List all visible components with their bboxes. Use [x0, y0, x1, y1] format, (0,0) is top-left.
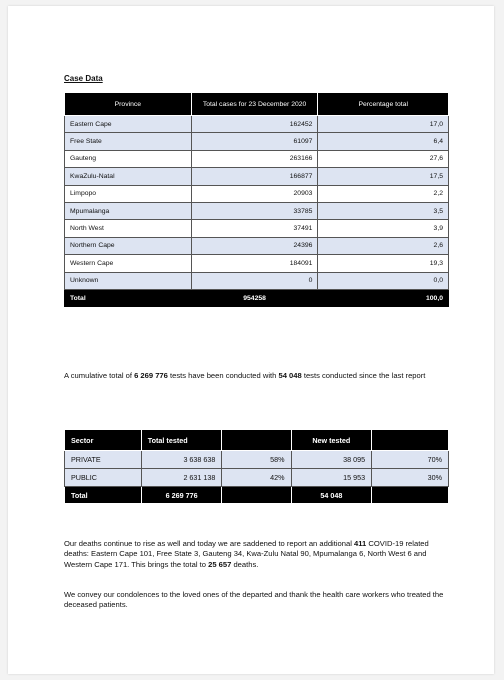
table-row [65, 255, 449, 272]
table-row [65, 185, 449, 202]
header-empty [222, 430, 291, 451]
document-page [8, 6, 494, 674]
total-label: Total [65, 487, 142, 504]
header-empty [372, 430, 449, 451]
table-row [65, 150, 449, 167]
province-cell: North West [65, 220, 192, 237]
total-pct: 100,0 [318, 289, 449, 306]
new-pct-cell: 30% [372, 469, 449, 487]
additional-deaths-value: 411 [354, 539, 367, 548]
header-percentage: Percentage total [318, 93, 449, 116]
pct-cell: 3,9 [318, 220, 449, 237]
total-pct-cell: 42% [222, 469, 291, 487]
cases-cell: 20903 [191, 185, 318, 202]
province-cell: Unknown [65, 272, 192, 289]
province-cell: KwaZulu-Natal [65, 168, 192, 185]
table-row [65, 116, 449, 133]
empty-cell [222, 487, 291, 504]
province-cases-table [64, 92, 449, 307]
text-span: A cumulative total of [64, 371, 135, 380]
total-tested-cell: 2 631 138 [141, 469, 222, 487]
header-province: Province [65, 93, 192, 116]
cases-cell: 61097 [191, 133, 318, 150]
province-table-header [65, 93, 449, 116]
cases-cell: 37491 [191, 220, 318, 237]
province-cell: Western Cape [65, 255, 192, 272]
sector-total-row [65, 487, 449, 504]
cases-cell: 24396 [191, 237, 318, 254]
header-total-tested: Total tested [141, 430, 222, 451]
header-total-cases: Total cases for 23 December 2020 [191, 93, 318, 116]
condolence-paragraph: We convey our condolences to the loved ones of the departed and thank the health care workers who treated the deceased patients. [64, 590, 444, 610]
deaths-paragraph [64, 539, 450, 570]
text-span: COVID-19 related deaths: Eastern Cape 101, Free State 3, Gauteng 34, Kwa-Zulu Natal 90, Mpumalanga 6, North West 6 and Western Cape 171. This brings the total to [64, 539, 429, 569]
sector-table-header [65, 430, 449, 451]
table-row [65, 237, 449, 254]
total-tested-cell: 3 638 638 [141, 451, 222, 469]
cases-cell: 33785 [191, 202, 318, 219]
empty-cell [372, 487, 449, 504]
total-deaths-value: 25 657 [208, 559, 232, 569]
province-cell: Mpumalanga [65, 202, 192, 219]
province-total-row [65, 289, 449, 306]
table-row [65, 168, 449, 185]
header-sector: Sector [65, 430, 142, 451]
table-row [65, 272, 449, 289]
tests-paragraph [64, 371, 450, 381]
sector-tests-table [64, 429, 449, 504]
province-cell: Gauteng [65, 150, 192, 167]
cases-cell: 162452 [191, 116, 318, 133]
pct-cell: 27,6 [318, 150, 449, 167]
new-tested-cell: 38 095 [291, 451, 372, 469]
total-label: Total [65, 289, 192, 306]
cases-cell: 166877 [191, 168, 318, 185]
total-cases: 954258 [191, 289, 318, 306]
pct-cell: 0,0 [318, 272, 449, 289]
header-new-tested: New tested [291, 430, 372, 451]
text-span: tests have been conducted with [167, 371, 279, 380]
pct-cell: 2,6 [318, 237, 449, 254]
table-row [65, 469, 449, 487]
pct-cell: 19,3 [318, 255, 449, 272]
pct-cell: 3,5 [318, 202, 449, 219]
new-tests-value: 54 048 [278, 371, 302, 380]
sector-cell: PUBLIC [65, 469, 142, 487]
text-span: deaths. [231, 559, 259, 569]
cases-cell: 263166 [191, 150, 318, 167]
cases-cell: 184091 [191, 255, 318, 272]
sector-cell: PRIVATE [65, 451, 142, 469]
cumulative-tests-value: 6 269 776 [134, 371, 168, 380]
province-cell: Limpopo [65, 185, 192, 202]
case-data-heading: Case Data [64, 74, 103, 83]
pct-cell: 2,2 [318, 185, 449, 202]
table-row [65, 451, 449, 469]
new-tested-cell: 15 953 [291, 469, 372, 487]
table-row [65, 220, 449, 237]
pct-cell: 17,5 [318, 168, 449, 185]
text-span: Our deaths continue to rise as well and today we are saddened to report an additional [64, 539, 355, 548]
table-row [65, 202, 449, 219]
text-span: tests conducted since the last report [301, 371, 426, 380]
province-cell: Northern Cape [65, 237, 192, 254]
total-pct-cell: 58% [222, 451, 291, 469]
province-cell: Free State [65, 133, 192, 150]
total-tested-sum: 6 269 776 [141, 487, 222, 504]
new-tested-sum: 54 048 [291, 487, 372, 504]
cases-cell: 0 [191, 272, 318, 289]
pct-cell: 6,4 [318, 133, 449, 150]
pct-cell: 17,0 [318, 116, 449, 133]
table-row [65, 133, 449, 150]
province-cell: Eastern Cape [65, 116, 192, 133]
new-pct-cell: 70% [372, 451, 449, 469]
